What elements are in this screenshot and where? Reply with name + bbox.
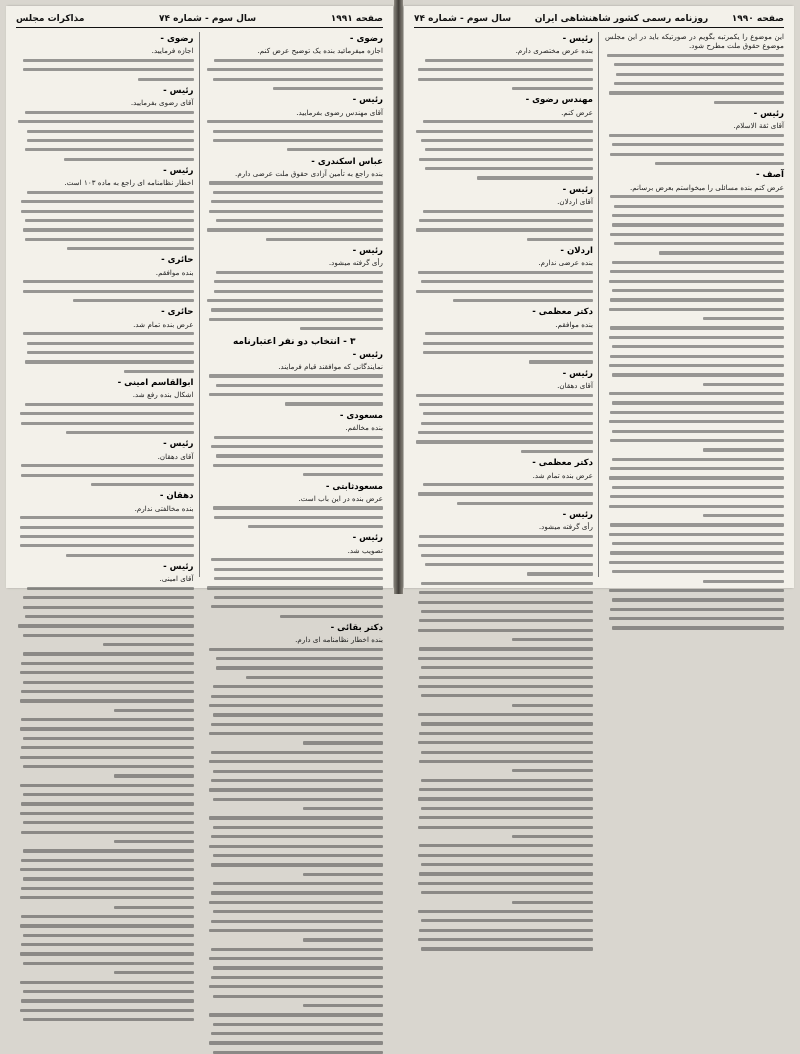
body-text-lines: [206, 120, 384, 151]
publication-title: روزنامه رسمی کشور شاهنشاهی ایران: [534, 14, 709, 24]
transcript-paragraph: [414, 308, 593, 329]
transcript-paragraph: [414, 35, 593, 56]
speaker-name: رئیس -: [562, 184, 593, 195]
speaker-name: ابوالقاسم امینی -: [117, 378, 194, 389]
body-text-lines: [414, 582, 593, 951]
speaker-name: رئیس -: [562, 34, 593, 44]
speaker-name: حائری -: [161, 255, 194, 266]
book-spine: [394, 0, 403, 594]
speaker-name: حائری -: [161, 307, 194, 318]
transcript-paragraph: [16, 167, 194, 188]
body-text-lines: [414, 120, 593, 179]
speech-text: بنده اخطار نظامنامه ای دارم.: [295, 635, 383, 645]
speech-text: این موضوع را یکمرتبه بگویم در صورتیکه باید در این مجلس موضوع حقوق ملت مطرح شود.: [605, 32, 784, 51]
body-text-lines: [206, 648, 384, 679]
transcript-paragraph: [414, 511, 593, 532]
body-text-lines: [414, 394, 593, 453]
transcript-paragraph: [206, 35, 384, 56]
transcript-paragraph: [16, 256, 194, 277]
speech-text: عرض بنده تمام شد.: [133, 319, 194, 329]
speaker-name: رئیس -: [352, 533, 383, 544]
body-text-lines: [206, 271, 384, 330]
left-page-header: [16, 14, 383, 28]
transcript-paragraph: [16, 379, 194, 400]
body-text-lines: [16, 403, 194, 434]
transcript-paragraph: [414, 370, 593, 391]
body-text-lines: [206, 181, 384, 240]
transcript-paragraph: [16, 492, 194, 513]
right-page: [404, 6, 794, 588]
transcript-paragraph: [16, 35, 194, 56]
body-text-lines: [16, 59, 194, 81]
body-text-lines: [414, 271, 593, 302]
transcript-paragraph: [16, 308, 194, 329]
body-text-lines: [16, 516, 194, 557]
speaker-name: مهندس رضوی -: [525, 95, 593, 106]
transcript-paragraph: [206, 96, 384, 117]
body-text-lines: [414, 59, 593, 90]
speech-text: آقای دهقان.: [557, 381, 593, 391]
body-text-lines: [414, 535, 593, 576]
right-page-column-left: [414, 32, 599, 577]
left-page: [6, 6, 393, 645]
speech-text: آقای رضوی بفرمایید.: [130, 98, 194, 108]
speech-text: اجازه میفرمائید بنده یک توضیح عرض کنم.: [257, 46, 383, 56]
speech-text: آقای امینی.: [159, 574, 194, 584]
transcript-paragraph: [206, 624, 384, 645]
body-text-lines: [605, 134, 784, 165]
speech-text: تصویب شد.: [347, 545, 383, 555]
body-text-lines: [206, 685, 384, 1054]
speaker-name: آصف -: [755, 170, 784, 181]
issue-info: سال سوم - شماره ۷۴: [414, 14, 512, 24]
transcript-paragraph: [414, 247, 593, 268]
speech-text: عرض بنده در این باب است.: [298, 493, 383, 503]
section-heading: ۳ - انتخاب دو نفر اعتبارنامه: [232, 336, 356, 347]
left-page-column-right: [206, 32, 384, 645]
body-text-lines: [16, 587, 194, 646]
body-text-lines: [16, 191, 194, 250]
body-text-lines: [206, 506, 384, 528]
transcript-paragraph: [414, 96, 593, 117]
speech-text: بنده موافقم.: [555, 319, 593, 329]
speaker-name: رئیس -: [753, 109, 784, 120]
transcript-paragraph: [206, 412, 384, 433]
body-text-lines: [414, 332, 593, 363]
body-text-lines: [605, 54, 784, 104]
transcript-paragraph: [206, 158, 384, 179]
transcript-paragraph: [605, 171, 784, 192]
speech-text: آقای دهقان.: [157, 451, 194, 461]
speech-text: رأی گرفته میشود.: [538, 522, 593, 532]
speaker-name: رئیس -: [163, 562, 194, 572]
issue-info: سال سوم - شماره ۷۴: [159, 14, 257, 24]
page-number: صفحه ۱۹۹۰: [731, 14, 784, 24]
speaker-name: عباس اسکندری -: [311, 156, 383, 167]
body-text-lines: [16, 280, 194, 302]
speaker-name: مسعودی -: [339, 410, 383, 421]
body-text-lines: [16, 464, 194, 486]
transcript-paragraph: [16, 563, 194, 584]
transcript-paragraph: [414, 459, 593, 480]
speaker-name: رضوی -: [160, 34, 194, 44]
speaker-name: دهقان -: [159, 491, 194, 502]
body-text-lines: [206, 374, 384, 405]
speech-text: عرض کنم.: [561, 107, 593, 117]
speaker-name: دکتر معظمی -: [532, 307, 593, 318]
speaker-name: رئیس -: [163, 85, 194, 96]
speaker-name: رئیس -: [352, 95, 383, 106]
speech-text: آقای مهندس رضوی بفرمایید.: [296, 107, 383, 117]
right-page-column-right: [605, 32, 784, 577]
transcript-paragraph: [16, 440, 194, 461]
body-text-lines: [605, 195, 784, 254]
transcript-paragraph: [414, 186, 593, 207]
speaker-name: مسعودثابتی -: [325, 481, 383, 492]
publication-title: مذاکرات مجلس: [16, 14, 85, 24]
body-text-lines: [414, 210, 593, 241]
transcript-paragraph: [206, 247, 384, 268]
speaker-name: رئیس -: [352, 246, 383, 257]
transcript-paragraph: [206, 351, 384, 372]
speech-text: عرض کنم بنده مسائلی را میخواستم بعرض برسانم.: [629, 182, 784, 192]
transcript-paragraph: [605, 110, 784, 131]
body-text-lines: [206, 558, 384, 617]
body-text-lines: [605, 261, 784, 630]
speaker-name: رضوی -: [349, 34, 383, 44]
speech-text: بنده عرضی ندارم.: [538, 258, 593, 268]
transcript-paragraph: [206, 483, 384, 504]
page-number: صفحه ۱۹۹۱: [330, 14, 383, 24]
speaker-name: رئیس -: [562, 368, 593, 379]
speech-text: بنده راجع به تأمین آزادی حقوق ملت عرضی دارم.: [235, 169, 383, 179]
speech-text: آقای ثقة الاسلام.: [733, 121, 784, 131]
speaker-name: رئیس -: [163, 439, 194, 450]
speaker-name: رئیس -: [163, 166, 194, 176]
speech-text: رأی گرفته میشود.: [328, 258, 383, 268]
body-text-lines: [16, 652, 194, 1021]
body-text-lines: [16, 111, 194, 161]
body-text-lines: [414, 483, 593, 505]
right-page-header: [414, 14, 784, 28]
speaker-name: دکتر معظمی -: [532, 458, 593, 469]
speaker-name: دکتر بقائی -: [330, 622, 383, 633]
speech-text: عرض بنده تمام شد.: [532, 470, 593, 480]
transcript-paragraph: [605, 32, 784, 51]
speech-text: اخطار نظامنامه ای راجع به ماده ۱۰۳ است.: [64, 178, 194, 188]
body-text-lines: [206, 436, 384, 477]
speech-text: بنده مخالفم.: [345, 423, 383, 433]
speech-text: بنده عرض مختصری دارم.: [515, 46, 593, 56]
speech-text: اشکال بنده رفع شد.: [132, 390, 194, 400]
speech-text: نمایندگانی که موافقند قیام فرمایند.: [278, 361, 383, 371]
speech-text: آقای اردلان.: [557, 197, 593, 207]
left-page-column-left: [16, 32, 200, 584]
speech-text: بنده موافقم.: [155, 267, 194, 277]
speech-text: بنده مخالفتی ندارم.: [134, 503, 194, 513]
speech-text: اجازه فرمایید.: [151, 46, 194, 56]
body-text-lines: [16, 332, 194, 373]
speaker-name: اردلان -: [560, 246, 593, 257]
speaker-name: رئیس -: [562, 510, 593, 521]
body-text-lines: [206, 59, 384, 90]
transcript-paragraph: [206, 534, 384, 555]
transcript-paragraph: [16, 87, 194, 108]
speaker-name: رئیس -: [352, 349, 383, 360]
